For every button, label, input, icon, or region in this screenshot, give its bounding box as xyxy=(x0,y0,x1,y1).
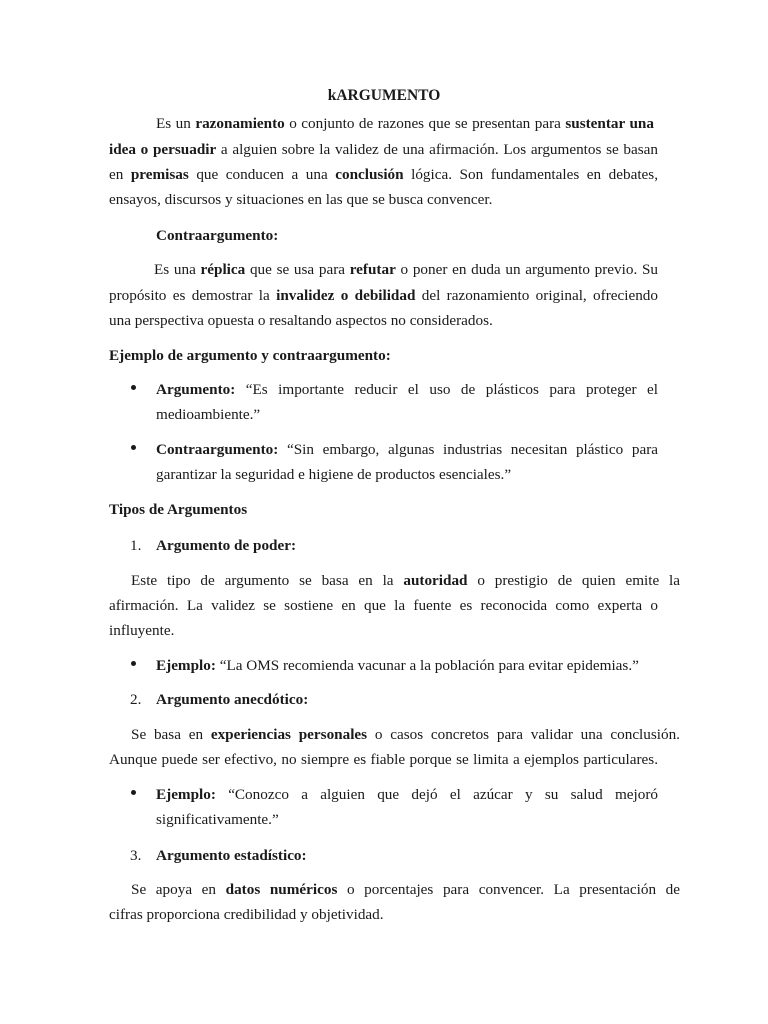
tipo-1-line-2: afirmación. La validez se sostiene en que la fuente es reconocida como experta o xyxy=(109,597,658,614)
intro-line-1: Es un razonamiento o conjunto de razones que se presentan para sustentar una xyxy=(156,115,654,132)
example-counter-line-2: garantizar la seguridad e higiene de productos esenciales.” xyxy=(156,466,512,483)
contra-line-1: Es una réplica que se usa para refutar o poner en duda un argumento previo. Su xyxy=(154,261,658,278)
example-counter-line-1: Contraargumento: “Sin embargo, algunas industrias necesitan plástico para xyxy=(156,441,658,458)
tipo-1-line-1: Este tipo de argumento se basa en la autoridad o prestigio de quien emite la xyxy=(131,572,680,589)
tipo-3-label: Argumento estadístico: xyxy=(156,847,307,864)
tipo-2-line-1: Se basa en experiencias personales o casos concretos para validar una conclusión. xyxy=(131,726,680,743)
tipo-1-example: Ejemplo: “La OMS recomienda vacunar a la población para evitar epidemias.” xyxy=(156,657,639,674)
tipo-3-line-2: cifras proporciona credibilidad y objetividad. xyxy=(109,906,384,923)
intro-line-3: en premisas que conducen a una conclusión lógica. Son fundamentales en debates, xyxy=(109,166,658,183)
tipo-2-example-line-2: significativamente.” xyxy=(156,811,279,828)
example-argument-line-2: medioambiente.” xyxy=(156,406,261,423)
tipo-2-label: Argumento anecdótico: xyxy=(156,691,309,708)
bullet-dot xyxy=(130,384,138,392)
example-heading: Ejemplo de argumento y contraargumento: xyxy=(109,347,391,364)
intro-line-4: ensayos, discursos y situaciones en las que se busca convencer. xyxy=(109,191,493,208)
bullet-dot xyxy=(130,660,138,668)
example-argument-line-1: Argumento: “Es importante reducir el uso de plásticos para proteger el xyxy=(156,381,658,398)
tipo-1-line-3: influyente. xyxy=(109,622,175,639)
intro-line-2: idea o persuadir a alguien sobre la validez de una afirmación. Los argumentos se basan xyxy=(109,141,658,158)
tipos-heading: Tipos de Argumentos xyxy=(109,501,248,518)
contra-line-2: propósito es demostrar la invalidez o debilidad del razonamiento original, ofreciendo xyxy=(109,287,658,304)
contra-heading: Contraargumento: xyxy=(156,227,279,244)
tipo-3-line-1: Se apoya en datos numéricos o porcentajes para convencer. La presentación de xyxy=(131,881,680,898)
bullet-dot xyxy=(130,789,138,797)
bullet-dot xyxy=(130,444,138,452)
tipo-1-label: Argumento de poder: xyxy=(156,537,297,554)
tipo-2-example-line-1: Ejemplo: “Conozco a alguien que dejó el azúcar y su salud mejoró xyxy=(156,786,658,803)
list-number: 2. xyxy=(130,691,142,708)
document-title: kARGUMENTO xyxy=(327,87,441,104)
contra-line-3: una perspectiva opuesta o resaltando aspectos no considerados. xyxy=(109,312,493,329)
tipo-2-line-2: Aunque puede ser efectivo, no siempre es fiable porque se limita a ejemplos particulares. xyxy=(109,751,658,768)
list-number: 3. xyxy=(130,847,142,864)
list-number: 1. xyxy=(130,537,142,554)
